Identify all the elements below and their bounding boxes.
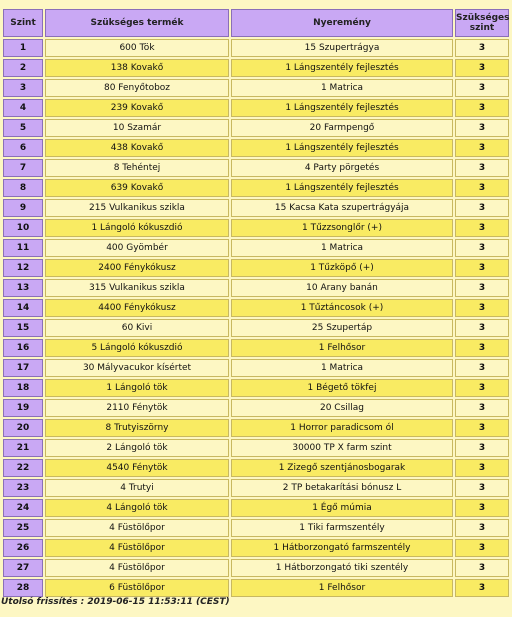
row-level: 21 <box>3 439 43 457</box>
row-level: 1 <box>3 39 43 57</box>
row-required-level: 3 <box>455 559 509 577</box>
row-required-product: 4 Lángoló tök <box>45 499 229 517</box>
row-required-level: 3 <box>455 519 509 537</box>
row-level: 7 <box>3 159 43 177</box>
row-required-level: 3 <box>455 359 509 377</box>
row-required-level: 3 <box>455 219 509 237</box>
row-required-product: 639 Kovakő <box>45 179 229 197</box>
row-reward: 2 TP betakarítási bónusz L <box>231 479 453 497</box>
row-level: 20 <box>3 419 43 437</box>
header-required-product: Szükséges termék <box>45 9 229 37</box>
row-reward: 1 Matrica <box>231 79 453 97</box>
row-required-product: 239 Kovakő <box>45 99 229 117</box>
table-row <box>3 119 509 137</box>
table-row <box>3 459 509 477</box>
row-reward: 1 Zizegő szentjánosbogarak <box>231 459 453 477</box>
table-row <box>3 559 509 577</box>
row-required-level: 3 <box>455 119 509 137</box>
row-level: 17 <box>3 359 43 377</box>
table-row <box>3 79 509 97</box>
row-level: 5 <box>3 119 43 137</box>
row-reward: 1 Tűztáncosok (+) <box>231 299 453 317</box>
row-reward: 15 Szupertrágya <box>231 39 453 57</box>
row-required-level: 3 <box>455 279 509 297</box>
row-reward: 10 Arany banán <box>231 279 453 297</box>
row-level: 23 <box>3 479 43 497</box>
row-reward: 1 Matrica <box>231 239 453 257</box>
row-required-product: 10 Szamár <box>45 119 229 137</box>
table-body <box>3 39 509 597</box>
row-reward: 1 Felhősor <box>231 339 453 357</box>
table-row <box>3 479 509 497</box>
row-required-product: 60 Kivi <box>45 319 229 337</box>
table-row <box>3 399 509 417</box>
row-reward: 25 Szupertáp <box>231 319 453 337</box>
row-required-product: 8 Tehéntej <box>45 159 229 177</box>
row-level: 2 <box>3 59 43 77</box>
row-level: 19 <box>3 399 43 417</box>
row-required-level: 3 <box>455 399 509 417</box>
rewards-table-container <box>1 7 511 599</box>
table-header-row <box>3 9 509 37</box>
header-level: Szint <box>3 9 43 37</box>
row-required-product: 8 Trutyiszörny <box>45 419 229 437</box>
table-row <box>3 579 509 597</box>
row-level: 28 <box>3 579 43 597</box>
row-level: 9 <box>3 199 43 217</box>
table-row <box>3 39 509 57</box>
row-required-product: 5 Lángoló kókuszdió <box>45 339 229 357</box>
row-reward: 20 Csillag <box>231 399 453 417</box>
row-reward: 1 Matrica <box>231 359 453 377</box>
row-reward: 1 Bégető tökfej <box>231 379 453 397</box>
row-required-product: 2400 Fénykókusz <box>45 259 229 277</box>
row-level: 12 <box>3 259 43 277</box>
row-reward: 1 Hátborzongató tiki szentély <box>231 559 453 577</box>
table-row <box>3 539 509 557</box>
row-required-level: 3 <box>455 59 509 77</box>
row-level: 10 <box>3 219 43 237</box>
row-required-product: 315 Vulkanikus szikla <box>45 279 229 297</box>
table-row <box>3 219 509 237</box>
row-reward: 1 Felhősor <box>231 579 453 597</box>
header-reward: Nyeremény <box>231 9 453 37</box>
row-required-level: 3 <box>455 419 509 437</box>
table-row <box>3 519 509 537</box>
row-required-level: 3 <box>455 459 509 477</box>
row-reward: 1 Tűzköpő (+) <box>231 259 453 277</box>
row-required-level: 3 <box>455 579 509 597</box>
row-required-product: 30 Mályvacukor kísértet <box>45 359 229 377</box>
table-row <box>3 279 509 297</box>
row-required-product: 2 Lángoló tök <box>45 439 229 457</box>
rewards-table <box>1 7 511 599</box>
row-required-product: 138 Kovakő <box>45 59 229 77</box>
table-row <box>3 159 509 177</box>
row-required-product: 4 Füstölőpor <box>45 539 229 557</box>
row-required-level: 3 <box>455 339 509 357</box>
row-required-product: 80 Fenyőtoboz <box>45 79 229 97</box>
row-required-product: 1 Lángoló tök <box>45 379 229 397</box>
row-required-level: 3 <box>455 259 509 277</box>
row-level: 24 <box>3 499 43 517</box>
row-required-product: 438 Kovakő <box>45 139 229 157</box>
row-level: 26 <box>3 539 43 557</box>
row-required-product: 1 Lángoló kókuszdió <box>45 219 229 237</box>
row-required-product: 4 Füstölőpor <box>45 559 229 577</box>
row-required-level: 3 <box>455 39 509 57</box>
row-reward: 1 Égő múmia <box>231 499 453 517</box>
row-reward: 1 Lángszentély fejlesztés <box>231 59 453 77</box>
table-row <box>3 499 509 517</box>
row-required-product: 4540 Fénytök <box>45 459 229 477</box>
table-row <box>3 299 509 317</box>
row-reward: 1 Lángszentély fejlesztés <box>231 99 453 117</box>
row-required-level: 3 <box>455 479 509 497</box>
row-required-level: 3 <box>455 99 509 117</box>
row-required-product: 4 Trutyi <box>45 479 229 497</box>
row-required-product: 400 Gyömbér <box>45 239 229 257</box>
table-row <box>3 139 509 157</box>
row-level: 14 <box>3 299 43 317</box>
row-level: 27 <box>3 559 43 577</box>
table-row <box>3 439 509 457</box>
row-required-product: 4 Füstölőpor <box>45 519 229 537</box>
row-required-level: 3 <box>455 319 509 337</box>
row-level: 15 <box>3 319 43 337</box>
row-reward: 1 Horror paradicsom ól <box>231 419 453 437</box>
row-required-level: 3 <box>455 199 509 217</box>
row-required-product: 6 Füstölőpor <box>45 579 229 597</box>
row-required-level: 3 <box>455 299 509 317</box>
header-required-level: Szükséges szint <box>455 9 509 37</box>
row-required-level: 3 <box>455 159 509 177</box>
row-required-level: 3 <box>455 139 509 157</box>
row-level: 22 <box>3 459 43 477</box>
row-reward: 1 Lángszentély fejlesztés <box>231 139 453 157</box>
row-level: 6 <box>3 139 43 157</box>
row-reward: 1 Lángszentély fejlesztés <box>231 179 453 197</box>
last-updated: Utolsó frissítés : 2019-06-15 11:53:11 (CEST) <box>1 597 230 607</box>
row-reward: 1 Hátborzongató farmszentély <box>231 539 453 557</box>
table-row <box>3 259 509 277</box>
row-level: 4 <box>3 99 43 117</box>
row-reward: 4 Party pörgetés <box>231 159 453 177</box>
row-required-level: 3 <box>455 439 509 457</box>
table-row <box>3 239 509 257</box>
row-required-level: 3 <box>455 239 509 257</box>
row-reward: 15 Kacsa Kata szupertrágyája <box>231 199 453 217</box>
row-required-product: 2110 Fénytök <box>45 399 229 417</box>
row-required-level: 3 <box>455 539 509 557</box>
row-reward: 30000 TP X farm szint <box>231 439 453 457</box>
row-level: 25 <box>3 519 43 537</box>
row-level: 3 <box>3 79 43 97</box>
table-row <box>3 59 509 77</box>
row-required-product: 215 Vulkanikus szikla <box>45 199 229 217</box>
row-required-level: 3 <box>455 379 509 397</box>
row-reward: 20 Farmpengő <box>231 119 453 137</box>
table-row <box>3 339 509 357</box>
table-row <box>3 99 509 117</box>
row-required-product: 4400 Fénykókusz <box>45 299 229 317</box>
row-level: 11 <box>3 239 43 257</box>
row-level: 18 <box>3 379 43 397</box>
row-level: 8 <box>3 179 43 197</box>
row-level: 13 <box>3 279 43 297</box>
table-row <box>3 319 509 337</box>
row-required-product: 600 Tök <box>45 39 229 57</box>
row-level: 16 <box>3 339 43 357</box>
row-required-level: 3 <box>455 179 509 197</box>
row-required-level: 3 <box>455 499 509 517</box>
row-reward: 1 Tűzzsonglőr (+) <box>231 219 453 237</box>
table-row <box>3 379 509 397</box>
table-row <box>3 179 509 197</box>
table-row <box>3 359 509 377</box>
row-required-level: 3 <box>455 79 509 97</box>
table-row <box>3 419 509 437</box>
table-row <box>3 199 509 217</box>
row-reward: 1 Tiki farmszentély <box>231 519 453 537</box>
